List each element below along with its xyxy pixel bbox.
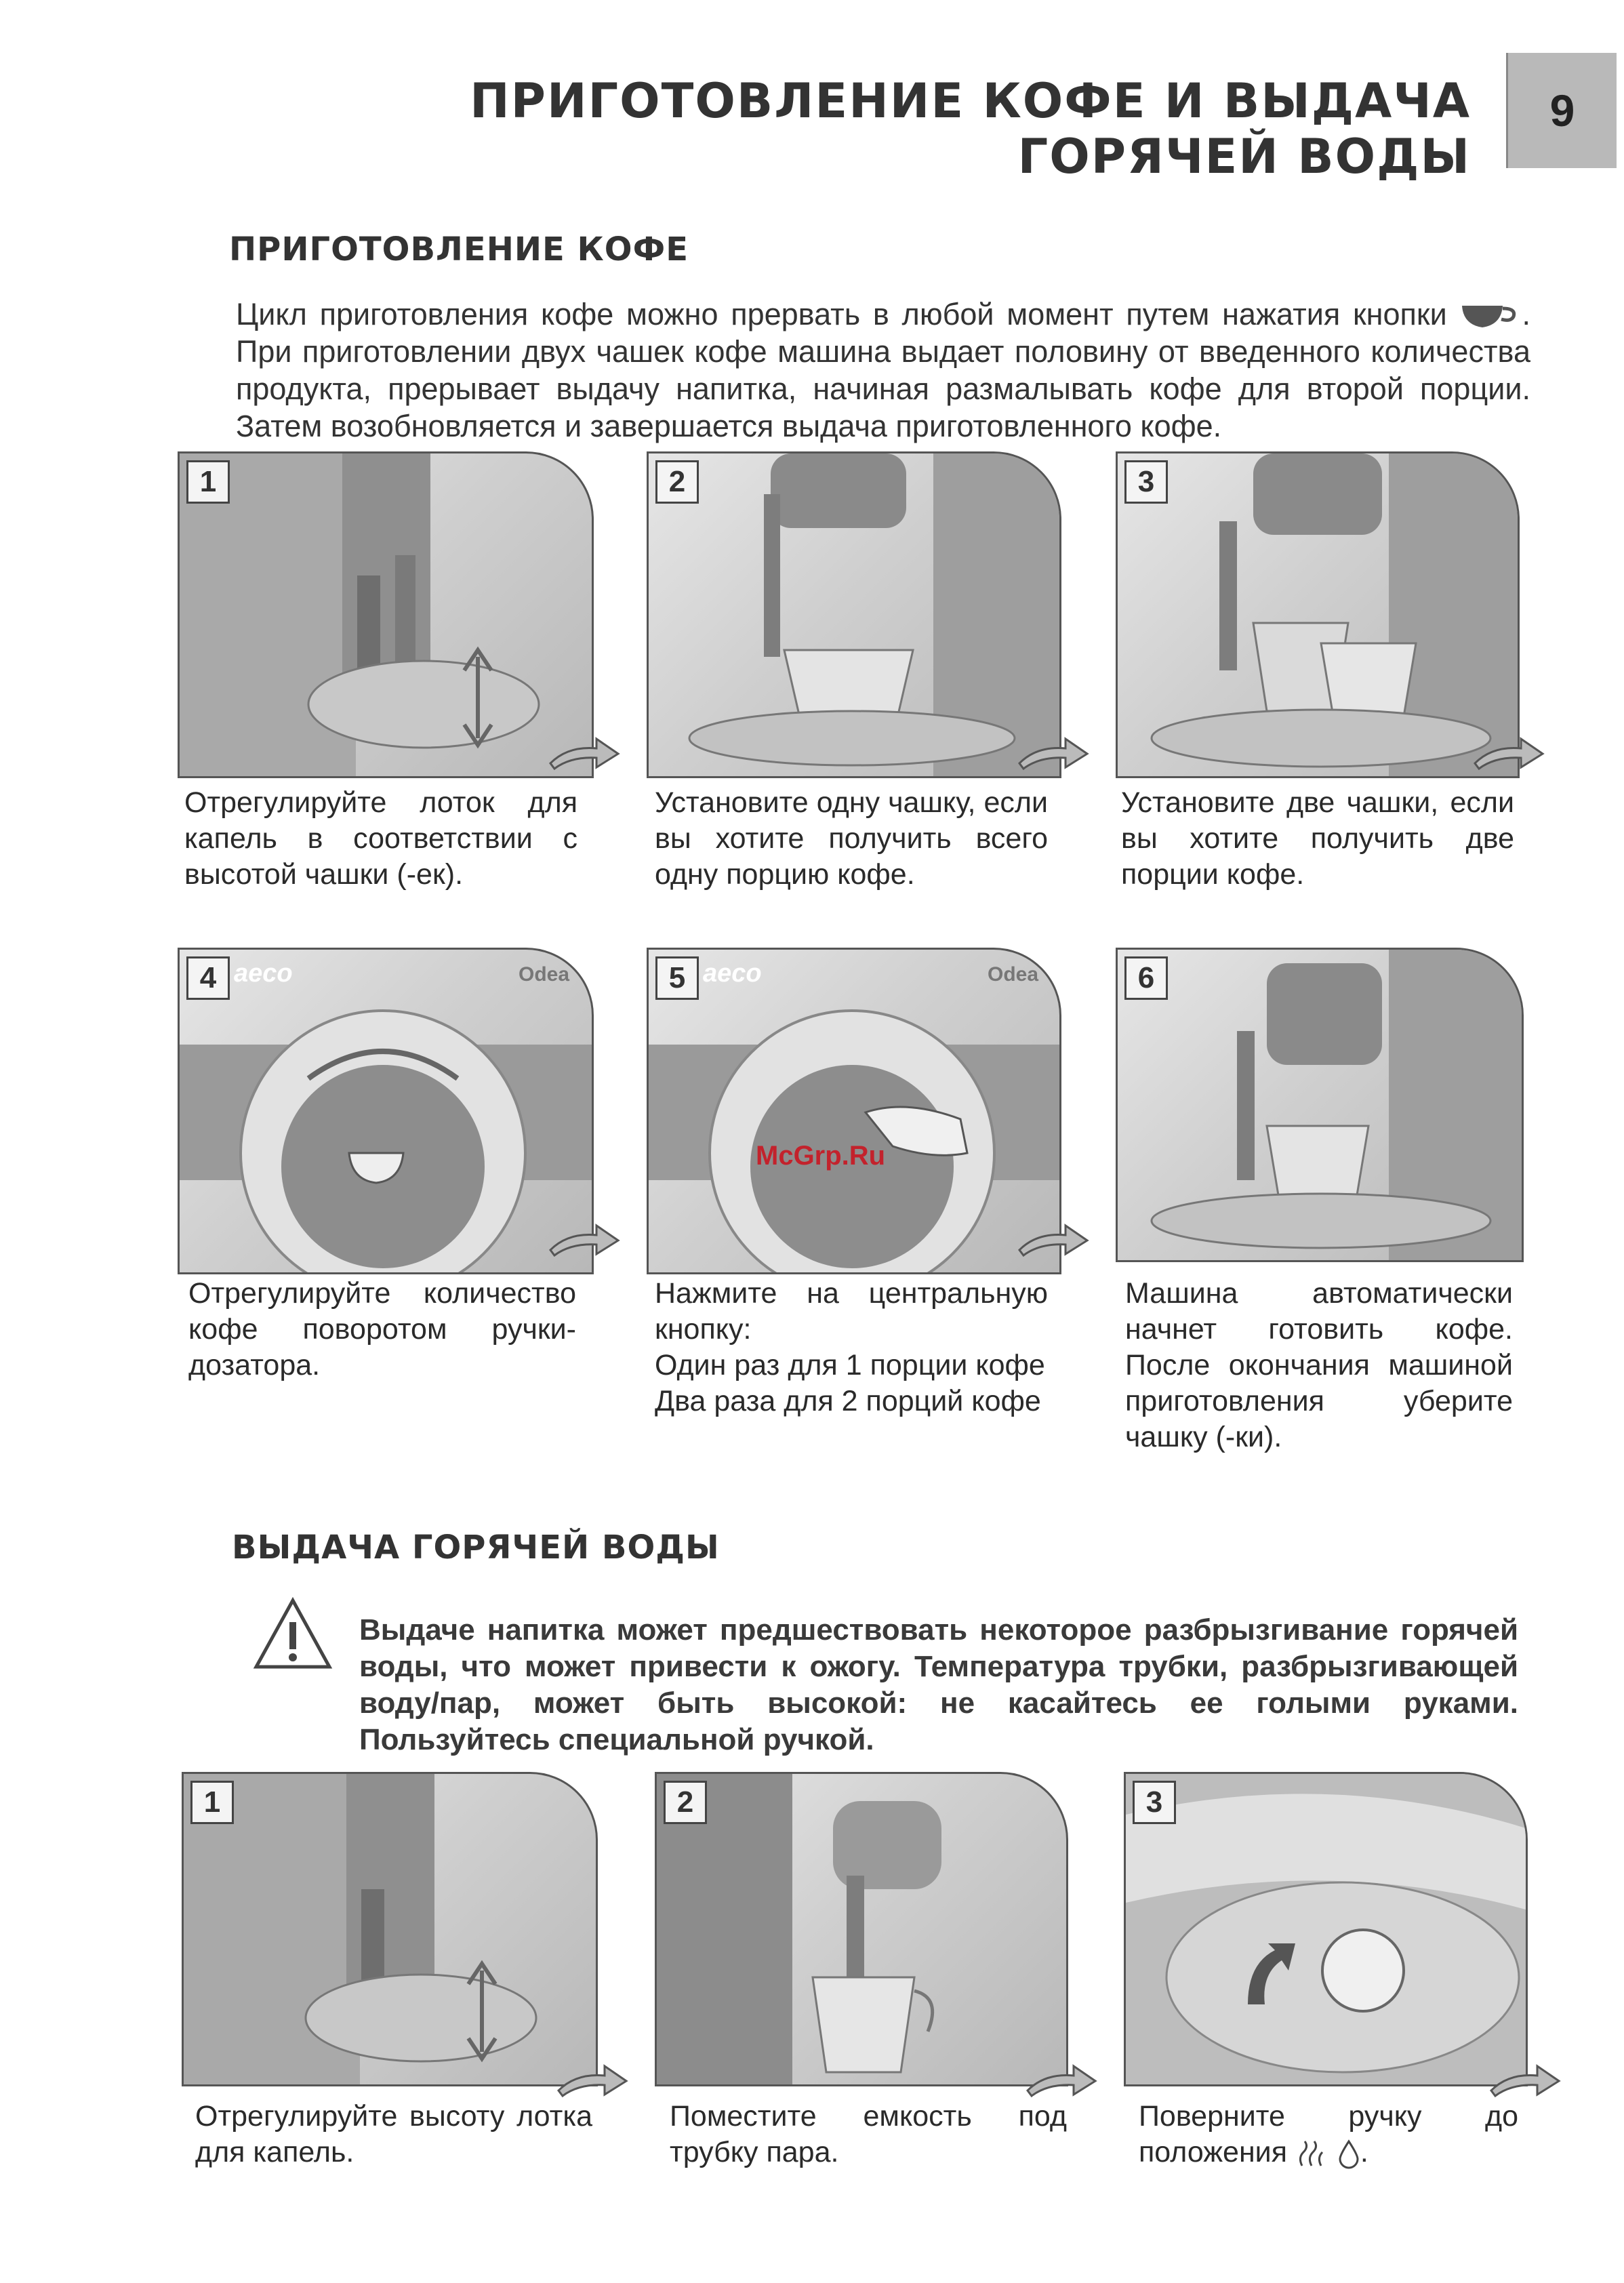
- dosage-knob-illustration: [180, 950, 592, 1272]
- step-number: 1: [186, 460, 230, 504]
- coffee-step-2-caption: Установите одну чашку, если вы хотите получить всего одну порцию кофе.: [655, 786, 1048, 891]
- step-number: 2: [664, 1781, 707, 1824]
- single-cup-illustration: [649, 453, 1059, 776]
- coffee-section-title: ПРИГОТОВЛЕНИЕ КОФЕ: [229, 230, 689, 268]
- coffee-step-4-caption: Отрегулируйте количество кофе поворотом ручки-дозатора.: [188, 1277, 576, 1381]
- step-5-caption-line2: Один раз для 1 порции кофе: [655, 1349, 1045, 1381]
- water-step-3-caption-text: Поверните ручку до положения: [1139, 2100, 1518, 2168]
- page-header-title: ПРИГОТОВЛЕНИЕ КОФЕ И ВЫДАЧА ГОРЯЧЕЙ ВОДЫ: [470, 73, 1471, 184]
- water-step-1-caption: Отрегулируйте высоту лотка для капель.: [195, 2100, 592, 2168]
- step-number: 3: [1124, 460, 1168, 504]
- center-button-press-illustration: [649, 950, 1059, 1272]
- water-step-2-image: [655, 1772, 1068, 2086]
- two-cups-illustration: [1118, 453, 1518, 776]
- coffee-step-6-image: [1116, 948, 1524, 1262]
- coffee-step-6-caption: Машина автоматически начнет готовить кофе. После окончания машиной приготовления уберите чашку (-ки).: [1125, 1277, 1513, 1453]
- steam-symbol-icon: [1295, 2139, 1329, 2170]
- watermark: McGrp.Ru: [756, 1141, 886, 1171]
- coffee-cup-button-icon: [1459, 302, 1522, 331]
- drip-tray-illustration: [180, 453, 592, 776]
- water-step-1-image: [182, 1772, 598, 2086]
- steam-wand-container-illustration: [657, 1774, 1066, 2084]
- next-arrow-icon: [1017, 733, 1090, 771]
- step-number: 6: [1124, 956, 1168, 1000]
- brand-logo: aeco: [703, 959, 762, 988]
- step-number: 1: [190, 1781, 234, 1824]
- water-section-title: ВЫДАЧА ГОРЯЧЕЙ ВОДЫ: [232, 1529, 720, 1567]
- coffee-step-5-caption: [655, 1276, 1048, 1419]
- next-arrow-icon: [1472, 733, 1545, 771]
- next-arrow-icon: [1488, 2061, 1562, 2099]
- drip-tray-height-illustration: [184, 1774, 596, 2084]
- step-5-caption-line1: Нажмите на центральную кнопку:: [655, 1277, 1048, 1346]
- hot-water-warning-text: Выдаче напитка может предшествовать некоторое разбрызгивание горячей воды, что может привести к ожогу. Температура трубки, разбрызгивающей воду/пар, может быть высокой: не касайтесь ее голыми руками. Пользуйтесь специальной ручкой.: [359, 1613, 1518, 1756]
- step-number: 3: [1133, 1781, 1176, 1824]
- step-5-caption-line3: Два раза для 2 порций кофе: [655, 1385, 1041, 1417]
- coffee-dispensing-illustration: [1118, 950, 1522, 1260]
- page-number-badge: 9: [1506, 53, 1617, 168]
- model-name: Odea: [519, 963, 570, 986]
- coffee-step-3-caption: Установите две чашки, если вы хотите получить две порции кофе.: [1121, 786, 1514, 891]
- next-arrow-icon: [548, 733, 621, 771]
- water-step-2-caption: Поместите емкость под трубку пара.: [670, 2100, 1067, 2168]
- coffee-step-4-image: [178, 948, 594, 1274]
- step-number: 4: [186, 956, 230, 1000]
- next-arrow-icon: [548, 1220, 621, 1258]
- water-step-3-image: [1124, 1772, 1528, 2086]
- intro-text-part2: . При приготовлении двух чашек кофе машина выдает половину от введенного количества продукта, прерывает выдачу напитка, начиная размалывать кофе для второй порции. Затем возобновляется и завершается выдача приготовленного кофе.: [236, 297, 1530, 443]
- coffee-step-5-image: [647, 948, 1061, 1274]
- warning-triangle-icon: [252, 1596, 333, 1671]
- coffee-step-2-image: [647, 451, 1061, 778]
- model-name: Odea: [988, 963, 1039, 986]
- water-step-3-caption-end: .: [1360, 2136, 1368, 2168]
- next-arrow-icon: [556, 2061, 629, 2099]
- knob-rotation-illustration: [1126, 1774, 1526, 2084]
- coffee-step-1-image: [178, 451, 594, 778]
- step-number: 2: [655, 460, 699, 504]
- next-arrow-icon: [1017, 1220, 1090, 1258]
- step-number: 5: [655, 956, 699, 1000]
- coffee-step-1-caption: Отрегулируйте лоток для капель в соответствии с высотой чашки (-ек).: [184, 786, 577, 891]
- coffee-intro-paragraph: [236, 296, 1530, 445]
- next-arrow-icon: [1025, 2061, 1098, 2099]
- water-step-3-caption: [1139, 2099, 1518, 2170]
- intro-text-part1: Цикл приготовления кофе можно прервать в любой момент путем нажатия кнопки: [236, 297, 1447, 331]
- coffee-step-3-image: [1116, 451, 1520, 778]
- water-drop-icon: [1337, 2139, 1360, 2170]
- brand-logo: aeco: [234, 959, 293, 988]
